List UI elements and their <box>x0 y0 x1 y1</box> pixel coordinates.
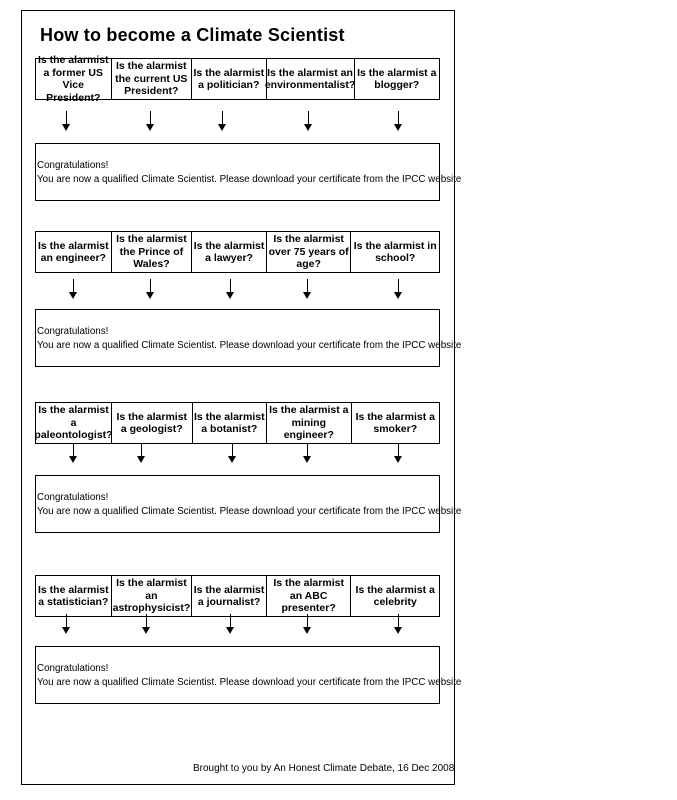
arrow-down <box>73 443 74 461</box>
arrow-down <box>307 614 308 632</box>
question-box: Is the alarmist in school? <box>353 239 437 264</box>
question-box: Is the alarmist the Prince of Wales? <box>112 232 193 272</box>
arrow-down <box>73 279 74 297</box>
question-row <box>35 402 440 444</box>
result-heading: Congratulations! <box>37 160 109 171</box>
question-box: Is the alarmist an astrophysicist? <box>112 577 191 615</box>
question-box: Is the alarmist an engineer? <box>36 232 112 272</box>
question-box: Is the alarmist an environmentalist? <box>267 59 355 99</box>
result-box <box>35 143 462 201</box>
arrow-down <box>150 111 151 129</box>
arrow-down <box>66 111 67 129</box>
question-box: Is the alarmist a paleontologist? <box>34 404 113 442</box>
arrow-down <box>232 443 233 461</box>
arrow-down <box>398 443 399 461</box>
arrow-down <box>398 614 399 632</box>
arrow-down <box>150 279 151 297</box>
result-box <box>35 646 462 704</box>
arrow-down <box>141 443 142 461</box>
result-heading: Congratulations! <box>37 663 109 674</box>
arrow-down <box>146 614 147 632</box>
result-message: You are now a qualified Climate Scientist. Please download your certificate from the IPCC website <box>37 506 462 517</box>
result-message: You are now a qualified Climate Scientist. Please download your certificate from the IPCC website <box>37 677 462 688</box>
question-box: Is the alarmist an ABC presenter? <box>267 576 352 616</box>
question-box: Is the alarmist a blogger? <box>357 66 437 91</box>
arrow-down <box>307 443 308 461</box>
arrow-down <box>66 614 67 632</box>
question-box: Is the alarmist a lawyer? <box>192 232 267 272</box>
question-box: Is the alarmist a mining engineer? <box>267 403 351 443</box>
result-heading: Congratulations! <box>37 326 109 337</box>
page-title: How to become a Climate Scientist <box>40 25 345 45</box>
question-box: Is the alarmist a geologist? <box>112 403 193 443</box>
arrow-down <box>230 279 231 297</box>
question-row <box>35 575 440 617</box>
question-box: Is the alarmist a former US Vice President? <box>36 59 112 99</box>
question-box: Is the alarmist over 75 years of age? <box>267 232 352 272</box>
question-box: Is the alarmist a botanist? <box>193 403 268 443</box>
question-box: Is the alarmist a statistician? <box>36 576 112 616</box>
footer-credit: Brought to you by An Honest Climate Debate, 16 Dec 2008 <box>193 763 455 774</box>
question-row <box>35 54 440 104</box>
result-heading: Congratulations! <box>37 492 109 503</box>
arrow-down <box>398 111 399 129</box>
question-box: Is the alarmist a politician? <box>192 59 267 99</box>
arrow-down <box>308 111 309 129</box>
result-message: You are now a qualified Climate Scientist. Please download your certificate from the IPCC website <box>37 174 462 185</box>
question-box: Is the alarmist a journalist? <box>192 576 267 616</box>
result-message: You are now a qualified Climate Scientist. Please download your certificate from the IPCC website <box>37 340 462 351</box>
question-box: Is the alarmist a smoker? <box>355 410 435 435</box>
arrow-down <box>230 614 231 632</box>
result-box <box>35 309 462 367</box>
question-box: Is the alarmist the current US President? <box>112 59 192 99</box>
arrow-down <box>398 279 399 297</box>
arrow-down <box>307 279 308 297</box>
result-box <box>35 475 462 533</box>
arrow-down <box>222 111 223 129</box>
question-box: Is the alarmist a celebrity <box>355 583 435 608</box>
question-row <box>35 231 440 273</box>
